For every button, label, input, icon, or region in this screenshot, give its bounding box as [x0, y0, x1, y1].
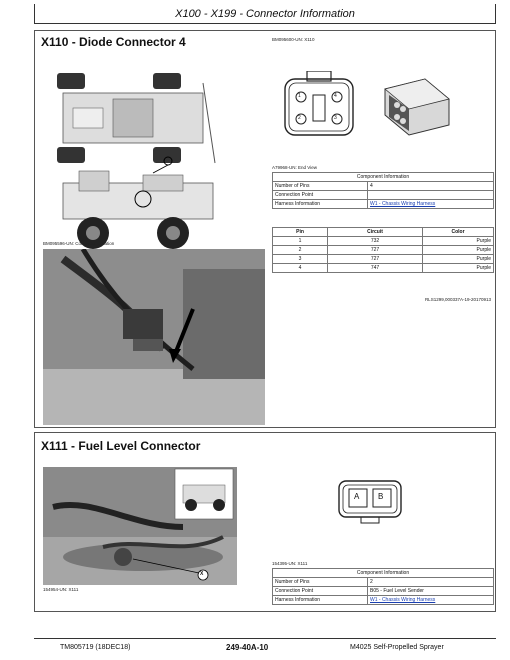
- x111-photo-callout: X: [200, 571, 204, 577]
- color-cell: Purple: [423, 255, 494, 264]
- footer-product: M4025 Self-Propelled Sprayer: [350, 644, 444, 651]
- x111-row-value: 2: [368, 578, 494, 587]
- x111-row-value: B05 - Fuel Level Sender: [368, 587, 494, 596]
- fuel-tank-photo-icon: [43, 467, 237, 585]
- x110-row-label: Harness Information: [273, 200, 368, 209]
- x110-row-value: 4: [368, 182, 494, 191]
- x111-face-view: [335, 477, 405, 525]
- table-row: [273, 587, 494, 596]
- color-cell: Purple: [423, 237, 494, 246]
- x110-iso-view: [375, 69, 455, 139]
- pin-number-3: 3: [334, 115, 337, 121]
- circuit-cell: 747: [328, 264, 423, 273]
- pin-label-a: A: [354, 492, 360, 501]
- footer-doc-id: TM805719 (18DEC18): [60, 644, 131, 651]
- table-row: [273, 578, 494, 587]
- harness-photo-icon: [43, 249, 265, 425]
- x111-comp-header: Component Information: [273, 569, 494, 578]
- x110-connector-photo: [43, 249, 265, 425]
- section-x110: [34, 30, 496, 428]
- x110-row-label: Number of Pins: [273, 182, 368, 191]
- color-cell: Purple: [423, 264, 494, 273]
- connector-iso-icon: [375, 69, 455, 139]
- circuit-cell: 727: [328, 246, 423, 255]
- circuit-col-header: Circuit: [328, 228, 423, 237]
- table-row: [273, 173, 494, 182]
- table-row: [273, 255, 494, 264]
- sprayer-drawing-icon: [43, 53, 218, 253]
- x111-connector-photo: [43, 467, 237, 585]
- x111-row-label: Harness Information: [273, 596, 368, 605]
- table-row: [273, 237, 494, 246]
- pin-cell: 4: [273, 264, 328, 273]
- x110-face-caption: BM095600-UN: X110: [272, 37, 315, 42]
- table-row: [273, 200, 494, 209]
- x111-row-label: Number of Pins: [273, 578, 368, 587]
- table-row: [273, 182, 494, 191]
- x110-reference: RLS1299,000337A-19-20170913: [424, 297, 491, 302]
- x111-title: X111 - Fuel Level Connector: [41, 439, 201, 453]
- color-col-header: Color: [423, 228, 494, 237]
- header-title: X100 - X199 - Connector Information: [175, 8, 355, 20]
- x111-harness-link[interactable]: W1 - Chassis Wiring Harness: [370, 597, 436, 603]
- x110-harness-link[interactable]: W1 - Chassis Wiring Harness: [370, 201, 436, 207]
- table-row: [273, 228, 494, 237]
- pin-cell: 1: [273, 237, 328, 246]
- table-row: [273, 264, 494, 273]
- pin-cell: 3: [273, 255, 328, 264]
- page-header: [34, 4, 496, 24]
- x110-face-view: [279, 71, 359, 141]
- x111-face-caption: 154395-UN: X111: [272, 561, 308, 566]
- pin-number-4: 4: [334, 93, 337, 99]
- pin-label-b: B: [378, 492, 384, 501]
- table-row: [273, 246, 494, 255]
- x110-row-label: Connection Point: [273, 191, 368, 200]
- connector-face-icon: [279, 71, 359, 141]
- x110-title: X110 - Diode Connector 4: [41, 35, 186, 49]
- x110-location-caption: BM095596-UN: Connector Location: [43, 241, 115, 246]
- x111-location-caption: 154954-UN: X111: [43, 587, 79, 592]
- x111-component-table: [272, 568, 494, 605]
- table-row: [273, 191, 494, 200]
- x111-row-label: Connection Point: [273, 587, 368, 596]
- footer-page-number: 249-40A-10: [226, 643, 269, 652]
- x110-pin-table: [272, 227, 494, 273]
- circuit-cell: 732: [328, 237, 423, 246]
- x110-component-table: [272, 172, 494, 209]
- table-row: [273, 569, 494, 578]
- table-row: [273, 596, 494, 605]
- section-x111: [34, 432, 496, 612]
- x110-end-view-caption: A79968-UN: End View: [272, 165, 317, 170]
- pin-number-2: 2: [298, 115, 301, 121]
- x110-comp-header: Component Information: [273, 173, 494, 182]
- pin-col-header: Pin: [273, 228, 328, 237]
- sprayer-illustration: [43, 53, 218, 253]
- connector-face-icon: [335, 477, 405, 525]
- pin-number-1: 1: [298, 93, 301, 99]
- footer-rule: [34, 638, 496, 639]
- x110-row-value: [368, 191, 494, 200]
- circuit-cell: 727: [328, 255, 423, 264]
- color-cell: Purple: [423, 246, 494, 255]
- pin-cell: 2: [273, 246, 328, 255]
